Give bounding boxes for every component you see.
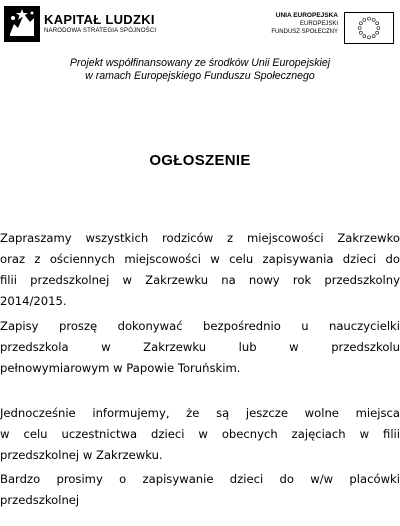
paragraph-3 [0,403,400,466]
paragraph-1-line-4: 2014/2015. [0,294,67,308]
project-line-1: Projekt współfinansowany ze środków Unii Europejskiej [69,57,331,69]
paragraph-1-line-1: Zapraszamy wszystkich rodziców z miejscowości Zakrzewko [0,231,400,245]
kapital-ludzki-logo-icon [4,6,40,42]
paragraph-3-line-2: w celu uczestnictwa dzieci w obecnych zajęciach w filii [0,427,400,441]
paragraph-3-line-3: przedszkolnej w Zakrzewku. [0,448,163,462]
eu-flag-icon [344,12,394,44]
project-funding-note [0,57,400,82]
eu-logo [252,12,394,44]
paragraph-3-line-1: Jednocześnie informujemy, że są jeszcze wolne miejsca [0,406,400,420]
paragraph-4-line-1: Bardzo prosimy o zapisywanie dzieci do w/w placówki [0,472,400,486]
paragraph-4-line-2: przedszkolnej [0,493,80,507]
eu-line-2: EUROPEJSKI [299,21,338,27]
paragraph-1-line-3: filii przedszkolnej w Zakrzewku na nowy rok przedszkolny [0,273,400,287]
paragraph-2-line-3: pełnowymiarowym w Papowie Toruńskim. [0,361,241,375]
eu-text [248,12,338,36]
paragraph-1-line-2: oraz z ościennych miejscowości w celu zapisywania dzieci do [0,252,400,266]
kl-title: KAPITAŁ LUDZKI [44,12,155,27]
project-line-2: w ramach Europejskiego Funduszu Społecznego [85,69,315,82]
paragraph-4 [0,469,400,511]
document-title: OGŁOSZENIE [149,152,251,169]
kapital-ludzki-logo [4,6,164,46]
paragraph-2 [0,316,400,379]
eu-line-3: FUNDUSZ SPOŁECZNY [271,29,338,35]
paragraph-2-line-2: przedszkola w Zakrzewku lub w przedszkolu [0,340,400,354]
kl-subtitle: NARODOWA STRATEGIA SPÓJNOŚCI [44,28,157,34]
header [0,0,400,52]
paragraph-1 [0,228,400,312]
paragraph-2-line-1: Zapisy proszę dokonywać bezpośrednio u nauczycielki [0,319,400,333]
eu-line-1: UNIA EUROPEJSKA [275,12,338,19]
